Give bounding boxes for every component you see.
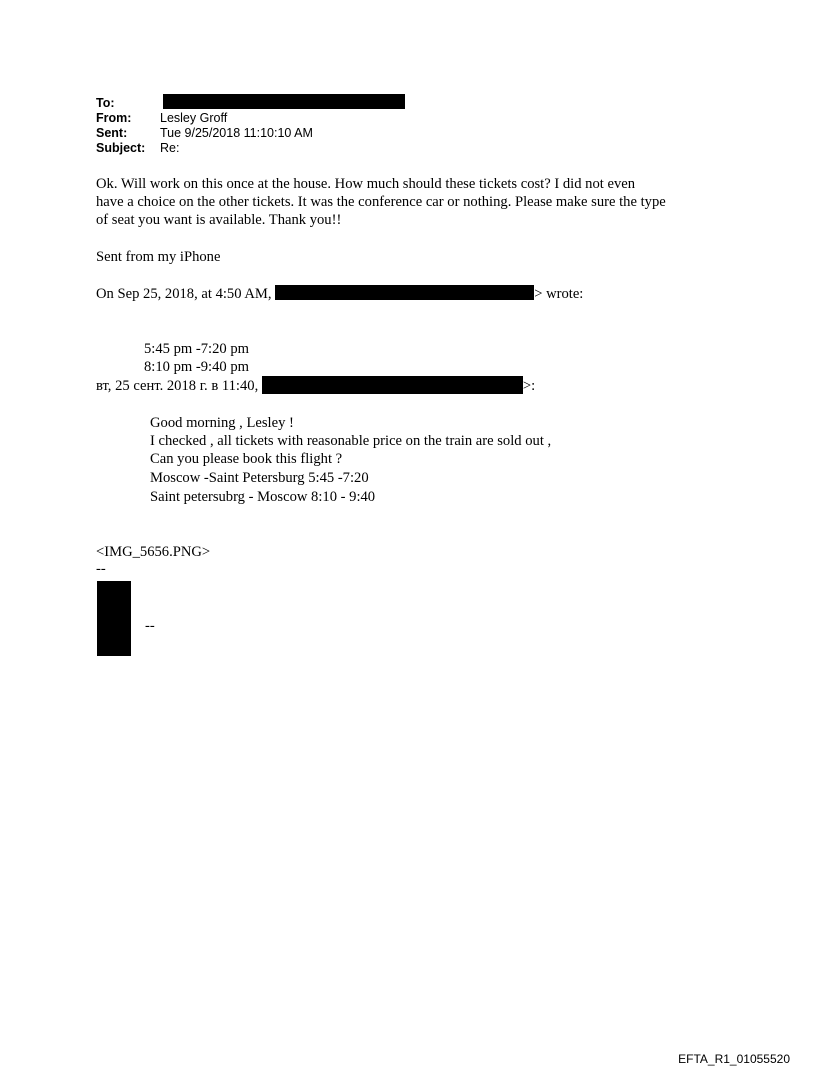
ru-intro-prefix: вт, 25 сент. 2018 г. в 11:40, <box>96 378 262 394</box>
msg-line-3: Can you please book this flight ? <box>150 451 343 467</box>
msg-line-4: Moscow -Saint Petersburg 5:45 -7:20 <box>150 470 369 486</box>
subject-label: Subject: <box>96 141 146 155</box>
quote-intro-prefix: On Sep 25, 2018, at 4:50 AM, <box>96 286 276 302</box>
msg-line-5: Saint petersubrg - Moscow 8:10 - 9:40 <box>150 489 376 505</box>
reply-line-3: of seat you want is available. Thank you!! <box>96 212 342 228</box>
times-line-1: 5:45 pm -7:20 pm <box>144 341 249 357</box>
attachment-name: <IMG_5656.PNG> <box>96 544 211 560</box>
document-id: EFTA_R1_01055520 <box>678 1052 790 1066</box>
redaction-signature-block <box>97 581 131 656</box>
ru-quote-intro <box>96 376 535 395</box>
redaction-bar-to <box>163 94 405 109</box>
from-value: Lesley Groff <box>160 111 228 125</box>
quote-intro-suffix: > wrote: <box>534 286 584 302</box>
sent-label: Sent: <box>96 126 128 140</box>
redaction-inline-1 <box>275 285 534 300</box>
reply-line-2: have a choice on the other tickets. It was the conference car or nothing. Please make sure the type <box>96 194 666 210</box>
signature-line: Sent from my iPhone <box>96 249 221 265</box>
separator-dash-1: -- <box>96 561 106 577</box>
ru-intro-suffix: >: <box>522 378 536 394</box>
msg-line-2: I checked , all tickets with reasonable price on the train are sold out , <box>150 433 552 449</box>
times-line-2: 8:10 pm -9:40 pm <box>144 359 249 375</box>
sent-value: Tue 9/25/2018 11:10:10 AM <box>160 126 313 140</box>
msg-line-1: Good morning , Lesley ! <box>150 415 294 431</box>
quote-intro <box>96 285 583 303</box>
subject-value: Re: <box>160 141 180 155</box>
to-label: To: <box>96 96 115 110</box>
separator-dash-2: -- <box>145 618 155 634</box>
reply-line-1: Ok. Will work on this once at the house. How much should these tickets cost? I did not even <box>96 176 636 192</box>
from-label: From: <box>96 111 132 125</box>
redaction-inline-2 <box>262 376 523 394</box>
